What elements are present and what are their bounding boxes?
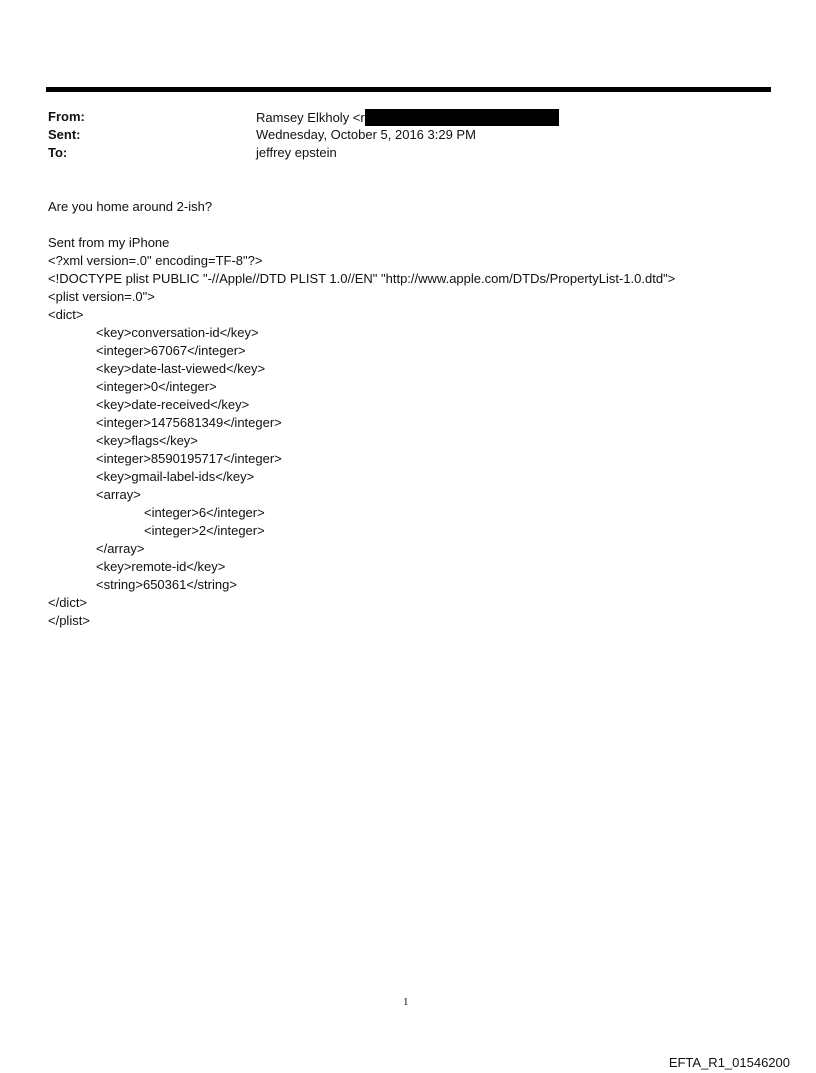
plist-line: <key>flags</key> <box>96 433 198 448</box>
plist-line: <integer>67067</integer> <box>96 343 246 358</box>
plist-line: <key>date-last-viewed</key> <box>96 361 266 376</box>
sent-label: Sent: <box>48 127 81 142</box>
plist-line: <string>650361</string> <box>96 577 237 592</box>
plist-line: <integer>0</integer> <box>96 379 217 394</box>
to-label: To: <box>48 145 68 160</box>
plist-line: </plist> <box>48 613 90 628</box>
plist-line: <integer>8590195717</integer> <box>96 451 282 466</box>
page-number: 1 <box>403 996 409 1008</box>
plist-line: <!DOCTYPE plist PUBLIC "-//Apple//DTD PLIST 1.0//EN" "http://www.apple.com/DTDs/PropertyList-1.0.dtd"> <box>48 271 676 286</box>
plist-line: <integer>6</integer> <box>144 505 265 520</box>
plist-line: </array> <box>96 541 145 556</box>
header-rule <box>46 87 771 92</box>
from-value <box>256 109 559 126</box>
document-id: EFTA_R1_01546200 <box>668 1055 790 1070</box>
to-value: jeffrey epstein <box>256 145 337 160</box>
sent-value: Wednesday, October 5, 2016 3:29 PM <box>256 127 476 142</box>
plist-line: <key>date-received</key> <box>96 397 250 412</box>
plist-line: <key>conversation-id</key> <box>96 325 259 340</box>
from-name: Ramsey Elkholy <r <box>256 110 365 125</box>
redaction-box <box>365 109 559 126</box>
plist-line: <key>gmail-label-ids</key> <box>96 469 255 484</box>
plist-line: <?xml version=.0" encoding=TF-8"?> <box>48 253 263 268</box>
signature-text: Sent from my iPhone <box>48 235 170 250</box>
message-text: Are you home around 2-ish? <box>48 199 213 214</box>
plist-line: </dict> <box>48 595 88 610</box>
plist-line: <plist version=.0"> <box>48 289 155 304</box>
plist-line: <integer>1475681349</integer> <box>96 415 282 430</box>
plist-line: <dict> <box>48 307 84 322</box>
plist-line: <array> <box>96 487 141 502</box>
plist-line: <integer>2</integer> <box>144 523 265 538</box>
plist-line: <key>remote-id</key> <box>96 559 226 574</box>
from-label: From: <box>48 109 85 124</box>
